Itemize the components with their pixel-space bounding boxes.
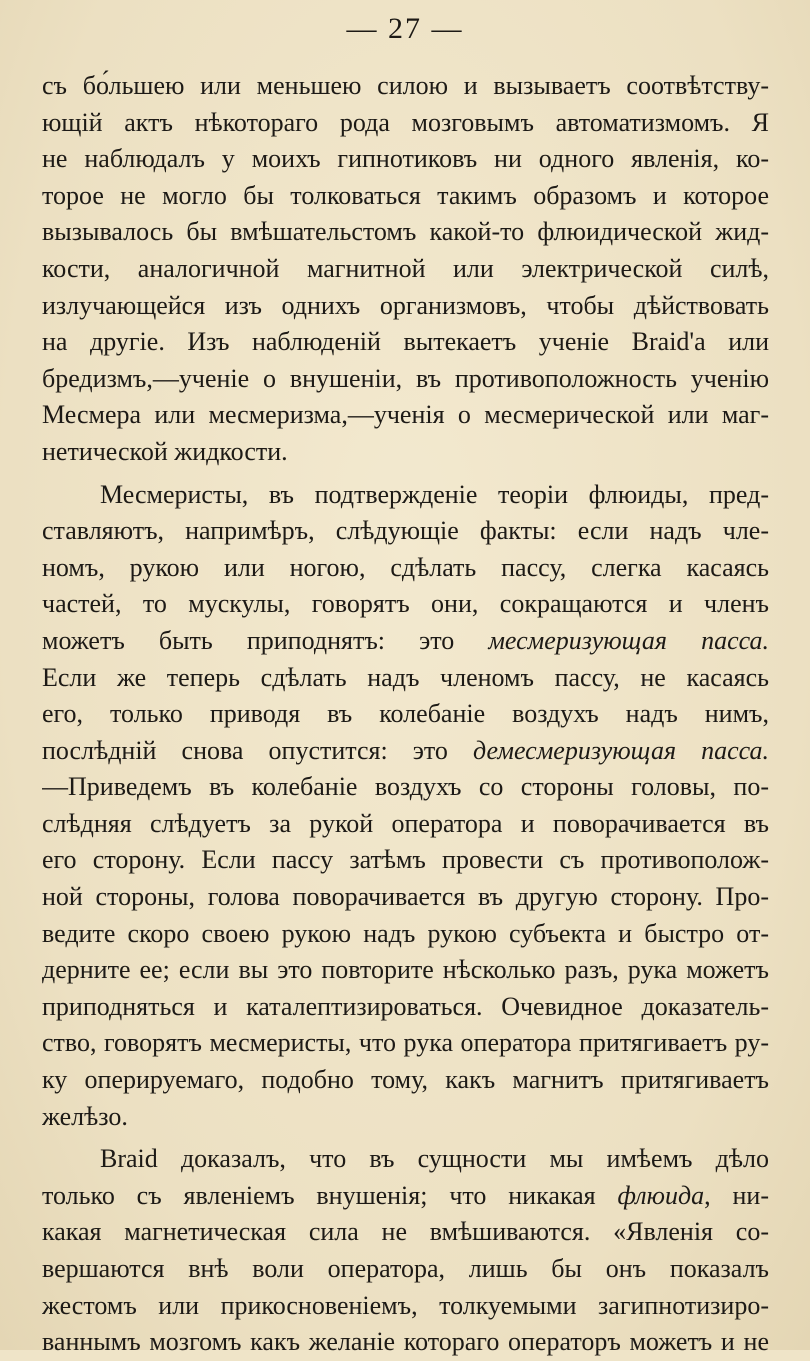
text-line: номъ, рукою или ногою, сдѣлать пассу, слегка касаясь (42, 552, 769, 582)
text-line: Месмера или месмеризма,—ученія о месмерической или маг- (42, 400, 769, 430)
text-line: ку оперируемаго, подобно тому, какъ магнитъ притягиваетъ (42, 1065, 769, 1095)
text-line: вершаются внѣ воли оператора, лишь бы онъ показалъ (42, 1254, 769, 1283)
text-line-with-emphasis (42, 1178, 769, 1215)
text-line: ной стороны, голова поворачивается въ другую сторону. Про- (42, 882, 769, 912)
text-line: вызывалось бы вмѣшательстомъ какой-то флюидической жид- (42, 217, 769, 247)
text-line: на другіе. Изъ наблюденій вытекаетъ ученіе Braid'а или (42, 327, 769, 357)
text-line: его сторону. Если пассу затѣмъ провести съ противополож- (42, 845, 769, 875)
text-line: —Приведемъ въ колебаніе воздухъ со стороны головы, по- (42, 772, 769, 802)
text-segment: послѣдній снова опустится: это (42, 735, 473, 765)
text-line: излучающейся изъ однихъ организмовъ, чтобы дѣйствовать (42, 290, 769, 320)
text-line: ющій актъ нѣкотораго рода мозговымъ автоматизмомъ. Я (42, 107, 769, 137)
text-line: какая магнетическая сила не вмѣшиваются. «Явленія со- (42, 1217, 769, 1247)
text-line-with-emphasis (42, 733, 769, 770)
text-line: ведите скоро своею рукою надъ рукою субъекта и быстро от- (42, 918, 769, 948)
text-line: торое не могло бы толковаться такимъ образомъ и которое (42, 180, 769, 210)
text-line: Braid доказалъ, что въ сущности мы имѣемъ дѣло (100, 1144, 769, 1174)
text-line: дерните ее; если вы это повторите нѣсколько разъ, рука можетъ (42, 955, 769, 985)
text-line: съ бо́льшею или меньшею силою и вызываетъ соотвѣтству- (42, 71, 769, 100)
text-line: кости, аналогичной магнитной или электрической силѣ, (42, 253, 769, 283)
text-line: его, только приводя въ колебаніе воздухъ надъ нимъ, (42, 699, 769, 729)
text-line: приподняться и каталептизироваться. Очевидное доказатель- (42, 991, 769, 1021)
emphasis-text: месмеризующая пасса. (488, 625, 769, 655)
text-line: слѣдняя слѣдуетъ за рукой оператора и поворачивается въ (42, 808, 769, 838)
text-line-with-emphasis (42, 623, 769, 660)
page-number: — 27 — (346, 12, 464, 45)
text-line: ство, говорятъ месмеристы, что рука оператора притягиваетъ ру- (42, 1028, 769, 1058)
body-text (42, 68, 769, 1361)
text-line: нетической жидкости. (42, 436, 288, 466)
text-line: Месмеристы, въ подтвержденіе теоріи флюиды, пред- (100, 479, 769, 509)
text-line: не наблюдалъ у моихъ гипнотиковъ ни одного явленія, ко- (42, 144, 769, 174)
text-segment: , ни- (704, 1180, 769, 1210)
text-line: частей, то мускулы, говорятъ они, сокращаются и членъ (42, 589, 769, 619)
emphasis-text: флюида (617, 1180, 705, 1210)
text-line: бредизмъ,—ученіе о внушеніи, въ противоположность ученію (42, 363, 769, 393)
text-line: ваннымъ мозгомъ какъ желаніе котораго операторъ можетъ и не (42, 1327, 769, 1357)
text-line: Если же теперь сдѣлать надъ членомъ пассу, не касаясь (42, 662, 769, 692)
emphasis-text: демесмеризующая пасса. (473, 735, 769, 765)
text-line: желѣзо. (42, 1101, 128, 1131)
text-segment: только съ явленіемъ внушенія; что никакая (42, 1180, 618, 1210)
text-segment: можетъ быть приподнятъ: это (42, 625, 489, 655)
text-line: ставляютъ, напримѣръ, слѣдующіе факты: если надъ чле- (42, 516, 769, 546)
text-line: жестомъ или прикосновеніемъ, толкуемыми загипнотизиро- (42, 1290, 769, 1320)
